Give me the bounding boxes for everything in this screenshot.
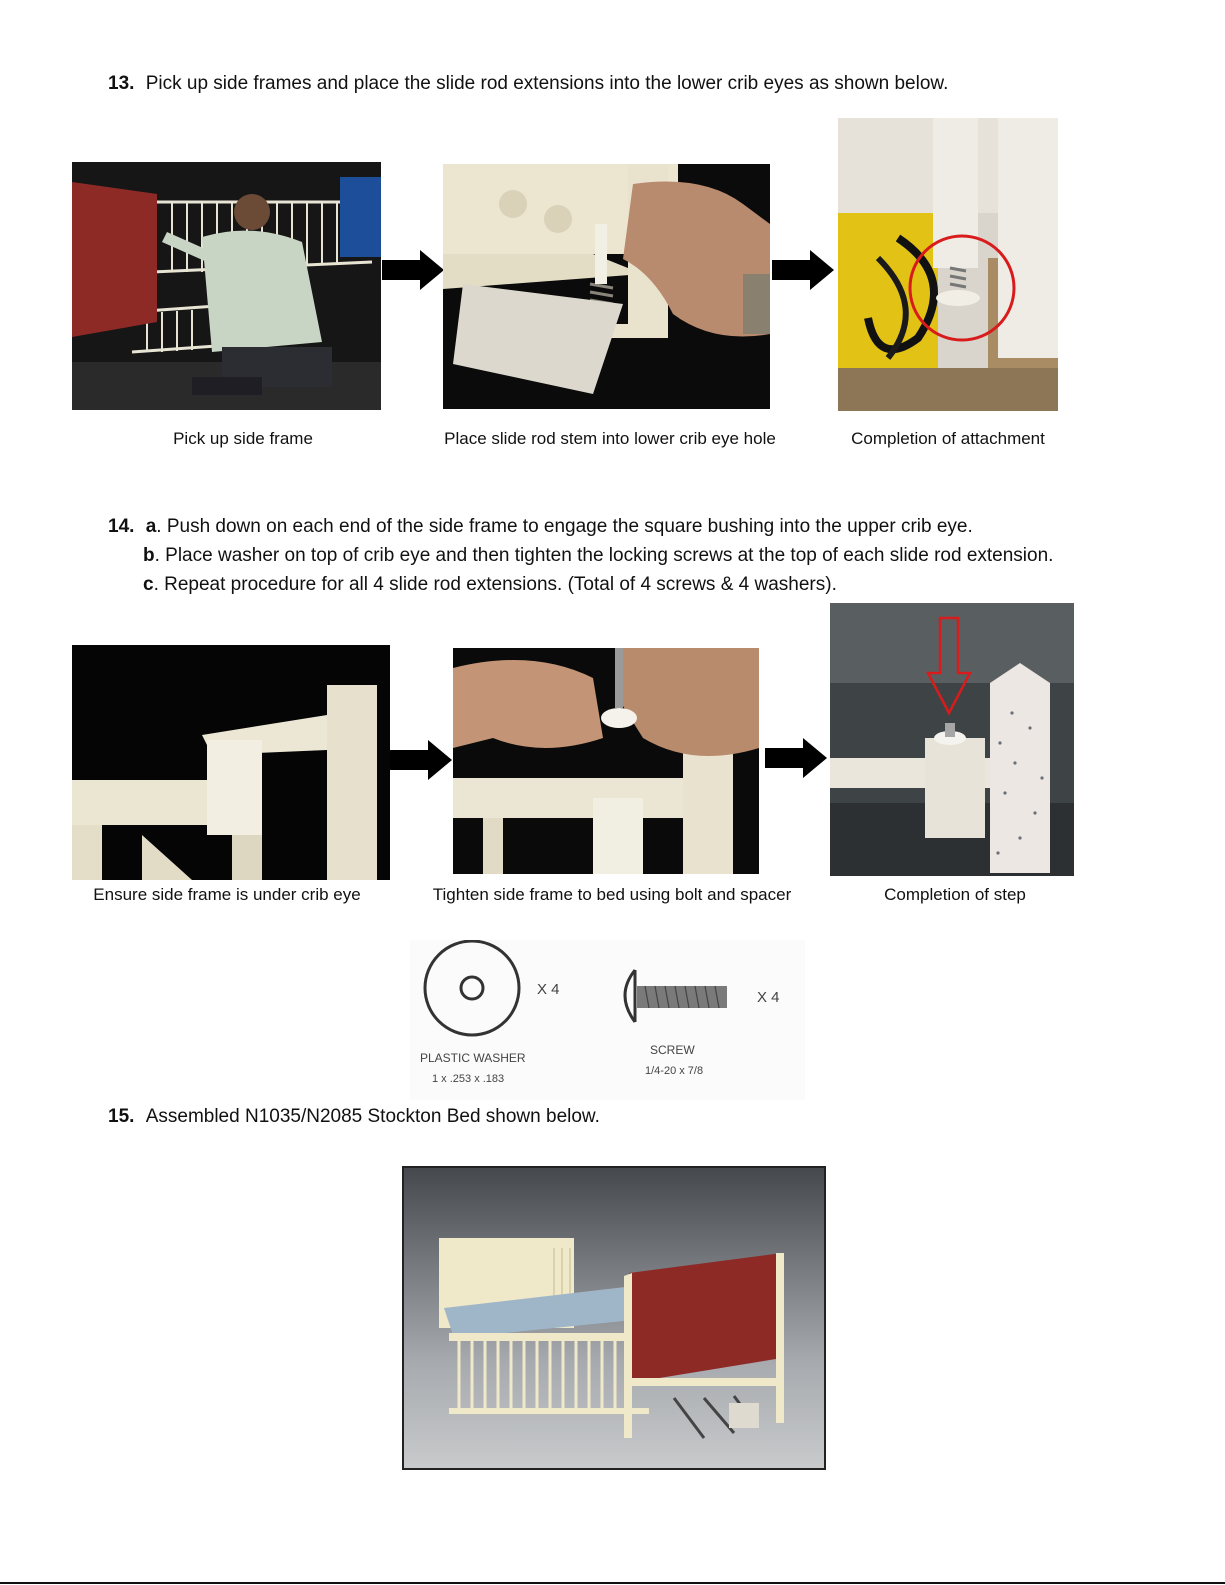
- step-14-b-letter: b: [143, 545, 155, 566]
- caption-ensure-side-frame: Ensure side frame is under crib eye: [93, 885, 361, 904]
- step-14-line-c: [143, 574, 837, 596]
- step-15-instruction: [108, 1106, 600, 1128]
- screw-spec: 1/4-20 x 7/8: [645, 1065, 704, 1077]
- step-13-number: 13.: [108, 73, 135, 94]
- step-15-text: Assembled N1035/N2085 Stockton Bed shown below.: [145, 1106, 600, 1127]
- step-13-instruction: [108, 73, 948, 95]
- arrow-right-icon: [765, 738, 827, 778]
- washer-name: PLASTIC WASHER: [420, 1051, 526, 1065]
- photo-assembled-stockton-bed: [402, 1166, 826, 1470]
- screw-name: SCREW: [650, 1043, 695, 1057]
- arrow-right-icon: [390, 740, 452, 780]
- page-bottom-rule: [0, 1582, 1225, 1584]
- step-15-number: 15.: [108, 1106, 135, 1127]
- photo-pick-up-side-frame: [72, 162, 381, 410]
- step-14-a-text: . Push down on each end of the side frame to engage the square bushing into the upper crib eye.: [156, 516, 973, 537]
- photo-completion-of-attachment: [838, 118, 1058, 411]
- photo-side-frame-under-crib-eye: [72, 645, 390, 880]
- caption-completion-of-attachment: Completion of attachment: [851, 429, 1045, 448]
- photo-slide-rod-stem: [443, 164, 770, 409]
- photo-completion-of-step: [830, 603, 1074, 876]
- step-14-b-text: . Place washer on top of crib eye and then tighten the locking screws at the top of each slide rod extension.: [154, 545, 1054, 566]
- caption-place-slide-rod-stem: Place slide rod stem into lower crib eye hole: [444, 429, 776, 448]
- photo-tighten-side-frame: [453, 648, 759, 874]
- caption-completion-of-step: Completion of step: [884, 885, 1026, 904]
- caption-pick-up-side-frame: Pick up side frame: [173, 429, 313, 448]
- step-13-text: Pick up side frames and place the slide rod extensions into the lower crib eyes as shown below.: [145, 73, 949, 94]
- arrow-right-icon: [382, 250, 444, 290]
- caption-tighten-side-frame: Tighten side frame to bed using bolt and spacer: [432, 885, 792, 904]
- step-14-number: 14.: [108, 516, 135, 537]
- washer-qty: X 4: [537, 981, 560, 998]
- step-14-a-letter: a: [145, 516, 157, 537]
- step-14-c-text: . Repeat procedure for all 4 slide rod extensions. (Total of 4 screws & 4 washers).: [153, 574, 837, 595]
- arrow-right-icon: [772, 250, 834, 290]
- step-14-line-b: [143, 545, 1053, 567]
- screw-qty: X 4: [757, 989, 780, 1006]
- parts-diagram: [410, 940, 805, 1100]
- step-14-c-letter: c: [143, 574, 154, 595]
- step-14-line-a: [108, 516, 973, 538]
- washer-spec: 1 x .253 x .183: [432, 1073, 505, 1085]
